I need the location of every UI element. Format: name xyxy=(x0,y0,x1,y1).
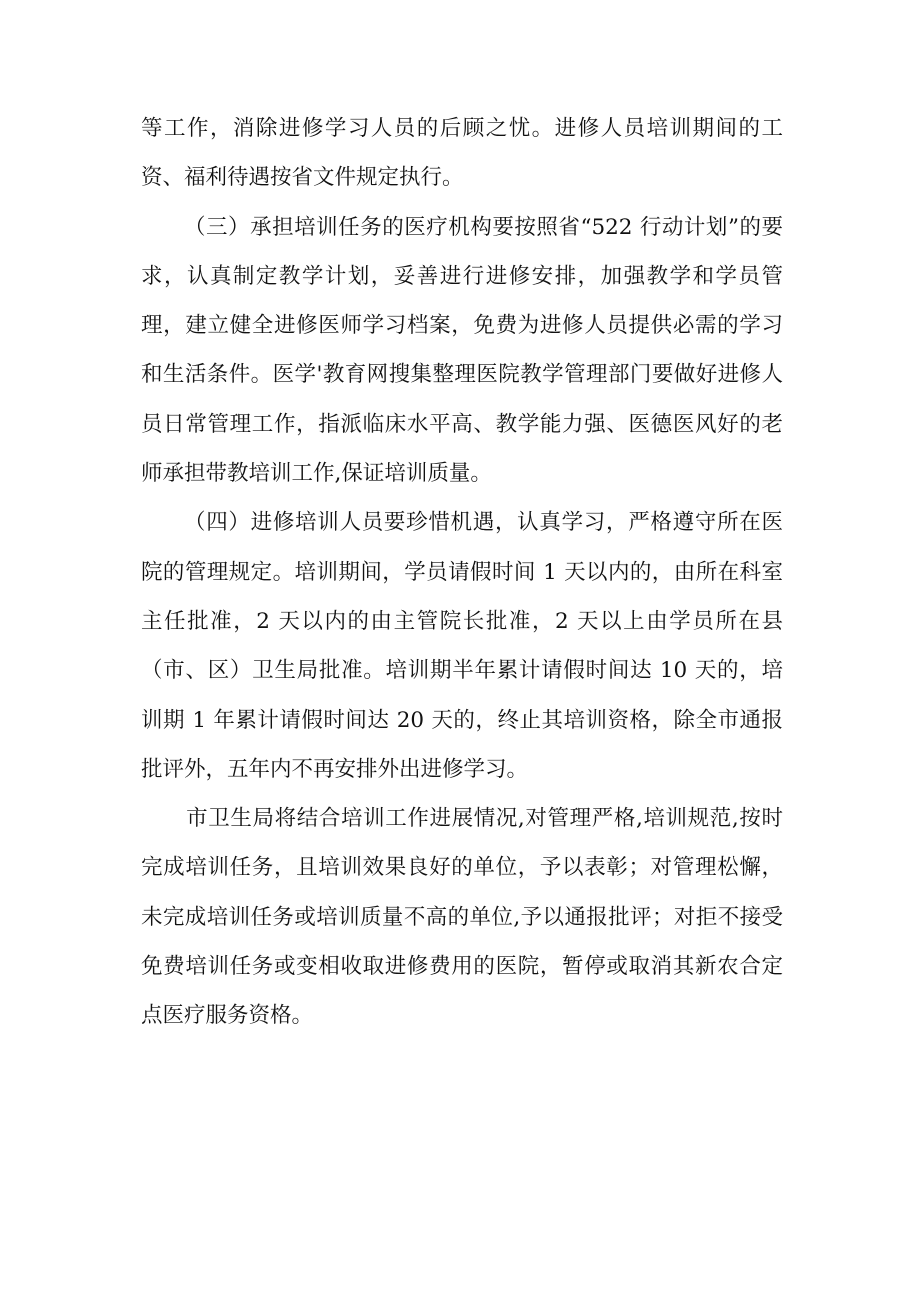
paragraph-continuation: 等工作，消除进修学习人员的后顾之忧。进修人员培训期间的工资、福利待遇按省文件规定执行。 xyxy=(141,116,783,191)
paragraph-conclusion: 市卫生局将结合培训工作进展情况,对管理严格,培训规范,按时完成培训任务，且培训效果良好的单位，予以表彰；对管理松懈，未完成培训任务或培训质量不高的单位,予以通报批评；对拒不接受免费培训任务或变相收取进修费用的医院，暂停或取消其新农合定点医疗服务资格。 xyxy=(141,806,783,1029)
document-body xyxy=(141,104,783,1041)
paragraph-section-4: （四）进修培训人员要珍惜机遇，认真学习，严格遵守所在医院的管理规定。培训期间，学员请假时间 1 天以内的，由所在科室主任批准，2 天以内的由主管院长批准，2 天以上由学员所在县（市、区）卫生局批准。培训期半年累计请假时间达 10 天的，培训期 1 年累计请假时间达 20 天的，终止其培训资格，除全市通报批评外，五年内不再安排外出进修学习。 xyxy=(141,510,783,782)
paragraph-section-3: （三）承担培训任务的医疗机构要按照省“522 行动计划”的要求，认真制定教学计划，妥善进行进修安排，加强教学和学员管理，建立健全进修医师学习档案，免费为进修人员提供必需的学习和生活条件。医学'教育网搜集整理医院教学管理部门要做好进修人员日常管理工作，指派临床水平高、教学能力强、医德医风好的老师承担带教培训工作,保证培训质量。 xyxy=(141,214,783,487)
